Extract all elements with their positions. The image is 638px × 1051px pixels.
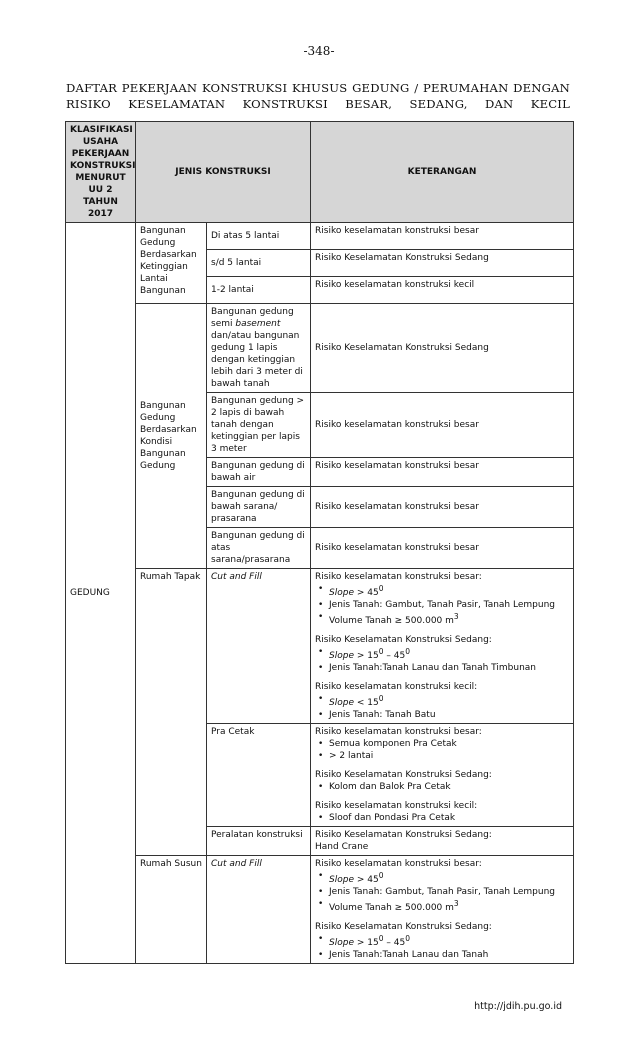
list-item: • Volume Tanah ≥ 500.000 $m^3$	[329, 898, 569, 914]
jenis-cell: Bangunan gedung di bawah sarana/ prasarana	[207, 487, 311, 528]
risk-heading: Risiko Keselamatan Konstruksi Sedang:	[315, 770, 492, 780]
risk-heading: Risiko Keselamatan Konstruksi Sedang:	[315, 922, 492, 932]
keterangan-cell: Risiko Keselamatan Konstruksi Sedang	[311, 250, 574, 277]
jenis-text: Bangunan gedung semi	[211, 307, 294, 329]
risk-group-besar	[315, 858, 569, 914]
jenis-cell: Peralatan konstruksi	[207, 827, 311, 856]
jenis-cell	[207, 569, 311, 724]
risk-group-besar	[315, 726, 569, 762]
jenis-italic-text: basement	[235, 319, 281, 329]
keterangan-cell	[311, 569, 574, 724]
risk-heading: Risiko keselamatan konstruksi besar:	[315, 859, 482, 869]
risk-heading: Risiko keselamatan konstruksi kecil:	[315, 801, 478, 811]
table-row	[66, 223, 574, 250]
list-item: • Semua komponen Pra Cetak	[329, 738, 569, 750]
keterangan-cell: Risiko keselamatan konstruksi besar	[311, 528, 574, 569]
risk-heading: Risiko Keselamatan Konstruksi Sedang:	[315, 830, 492, 840]
list-item: • Volume Tanah ≥ 500.000 $m^3$	[329, 611, 569, 627]
risk-group-kecil	[315, 800, 569, 824]
jenis-text: dan/atau bangunan gedung 1 lapis dengan ketinggian lebih dari 3 meter di bawah tanah	[211, 331, 303, 389]
jenis-cell	[207, 856, 311, 964]
list-item: • Jenis Tanah:Tanah Lanau dan Tanah Timbunan	[329, 662, 569, 674]
table-row	[66, 304, 574, 393]
keterangan-cell: Risiko keselamatan konstruksi besar	[311, 487, 574, 528]
table-row	[66, 856, 574, 964]
page-title: DAFTAR PEKERJAAN KONSTRUKSI KHUSUS GEDUNG / PERUMAHAN DENGAN RISIKO KESELAMATAN KONSTRUKSI BESAR, SEDANG, DAN KECIL	[66, 81, 570, 111]
header-keterangan: KETERANGAN	[311, 122, 574, 223]
risk-group-besar	[315, 571, 569, 627]
header-klasifikasi: KLASIFIKASI USAHA PEKERJAAN KONSTRUKSI MENURUT UU 2 TAHUN 2017	[66, 122, 136, 223]
risk-value: Hand Crane	[315, 842, 369, 852]
construction-risk-table	[65, 121, 574, 964]
risk-group-sedang	[315, 921, 569, 961]
list-item: • Kolom dan Balok Pra Cetak	[329, 781, 569, 793]
keterangan-cell	[311, 724, 574, 827]
risk-group-sedang	[315, 769, 569, 793]
jenis-cell: 1-2 lantai	[207, 277, 311, 304]
list-item: • Jenis Tanah: Gambut, Tanah Pasir, Tanah Lempung	[329, 886, 569, 898]
sub-ketinggian: Bangunan Gedung Berdasarkan Ketinggian Lantai Bangunan	[136, 223, 207, 304]
risk-heading: Risiko Keselamatan Konstruksi Sedang:	[315, 635, 492, 645]
footer-url[interactable]: http://jdih.pu.go.id	[474, 1001, 562, 1012]
sub-rumah-tapak: Rumah Tapak	[136, 569, 207, 856]
table-row	[66, 569, 574, 724]
jenis-cell: Pra Cetak	[207, 724, 311, 827]
jenis-cell: Bangunan gedung di bawah air	[207, 458, 311, 487]
list-item: • Sloof dan Pondasi Pra Cetak	[329, 812, 569, 824]
list-item: • Slope > $15^0 - 45^0$	[329, 933, 569, 949]
jenis-italic-text: Cut and Fill	[211, 572, 262, 582]
list-item: • Slope > $15^0 - 45^0$	[329, 646, 569, 662]
jenis-cell: s/d 5 lantai	[207, 250, 311, 277]
klasifikasi-gedung: GEDUNG	[70, 588, 110, 598]
keterangan-cell: Risiko keselamatan konstruksi besar	[311, 458, 574, 487]
sub-kondisi: Bangunan Gedung Berdasarkan Kondisi Bangunan Gedung	[136, 304, 207, 569]
list-item: • Jenis Tanah:Tanah Lanau dan Tanah	[329, 949, 569, 961]
keterangan-cell: Risiko keselamatan konstruksi besar	[311, 393, 574, 458]
risk-heading: Risiko keselamatan konstruksi besar:	[315, 727, 482, 737]
keterangan-cell: Risiko keselamatan konstruksi besar	[311, 223, 574, 250]
jenis-italic-text: Cut and Fill	[211, 859, 262, 869]
risk-group-sedang	[315, 634, 569, 674]
list-item: • Jenis Tanah: Gambut, Tanah Pasir, Tanah Lempung	[329, 599, 569, 611]
jenis-cell: Di atas 5 lantai	[207, 223, 311, 250]
keterangan-cell: Risiko Keselamatan Konstruksi Sedang	[311, 304, 574, 393]
keterangan-cell: Risiko keselamatan konstruksi kecil	[311, 277, 574, 304]
header-jenis: JENIS KONSTRUKSI	[136, 122, 311, 223]
keterangan-cell	[311, 856, 574, 964]
jenis-cell: Bangunan gedung di atas sarana/prasarana	[207, 528, 311, 569]
list-item: • Slope > $45^0$	[329, 870, 569, 886]
list-item: • Jenis Tanah: Tanah Batu	[329, 709, 569, 721]
sub-rumah-susun: Rumah Susun	[136, 856, 207, 964]
risk-heading: Risiko keselamatan konstruksi besar:	[315, 572, 482, 582]
page-number: -348-	[303, 44, 335, 58]
list-item: • > 2 lantai	[329, 750, 569, 762]
risk-group-kecil	[315, 681, 569, 721]
table-header-row	[66, 122, 574, 223]
list-item: • Slope < $15^0$	[329, 693, 569, 709]
jenis-cell	[207, 304, 311, 393]
risk-heading: Risiko keselamatan konstruksi kecil:	[315, 682, 478, 692]
jenis-cell: Bangunan gedung > 2 lapis di bawah tanah dengan ketinggian per lapis 3 meter	[207, 393, 311, 458]
klasifikasi-cell	[66, 223, 136, 964]
keterangan-cell	[311, 827, 574, 856]
list-item: • Slope > $45^0$	[329, 583, 569, 599]
